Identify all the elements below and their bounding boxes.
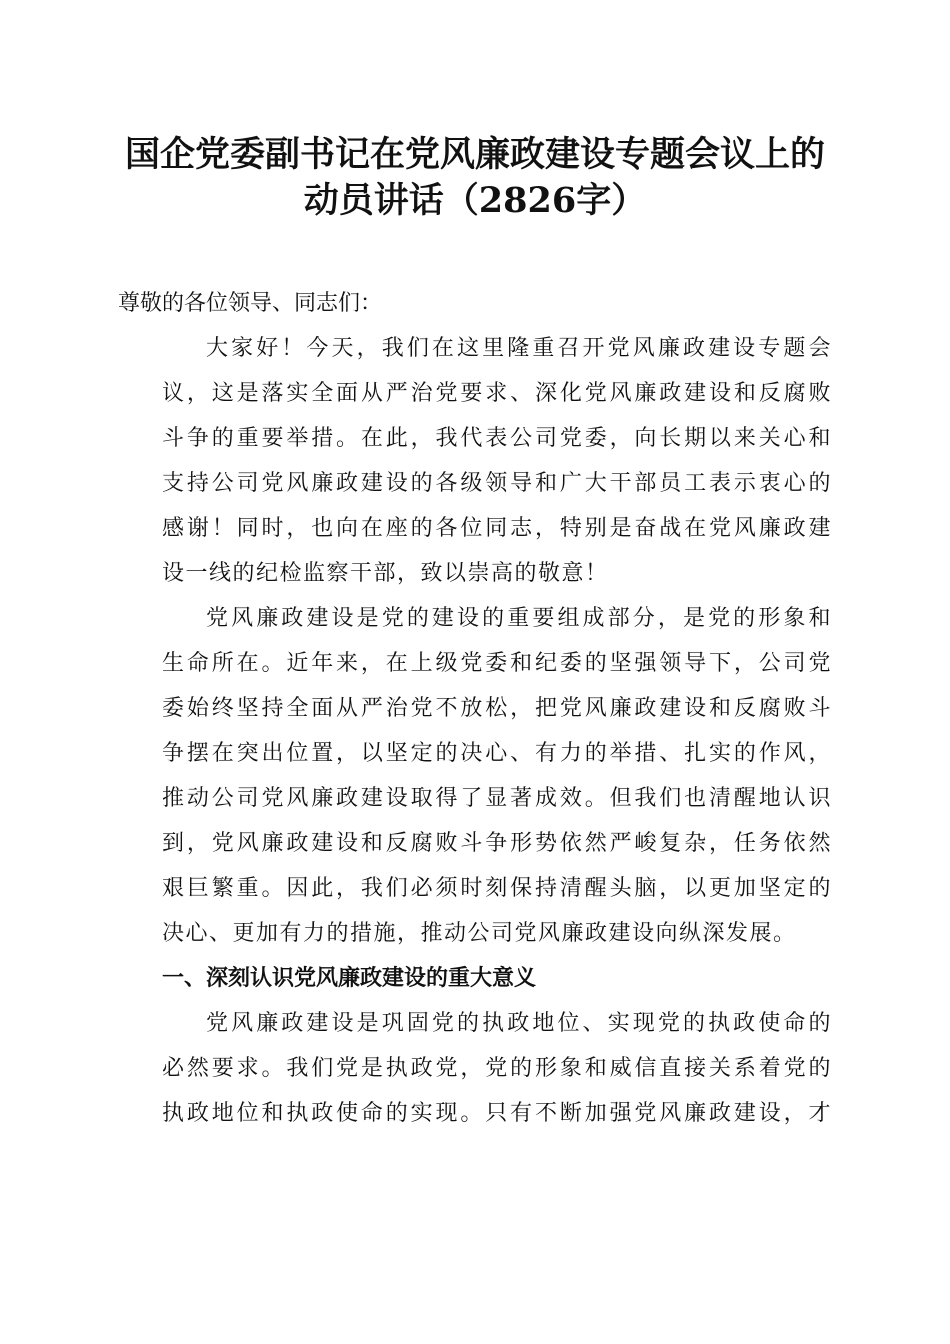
paragraph-line: 到，党风廉政建设和反腐败斗争形势依然严峻复杂，任务依然 [162,831,832,856]
paragraph-line: 艰巨繁重。因此，我们必须时刻保持清醒头脑，以更加坚定的 [162,876,832,901]
paragraph-line: 争摆在突出位置，以坚定的决心、有力的举措、扎实的作风， [162,741,832,766]
paragraph-line: 委始终坚持全面从严治党不放松，把党风廉政建设和反腐败斗 [162,696,832,721]
document-title [118,132,832,224]
paragraph-line: 党风廉政建设是党的建设的重要组成部分，是党的形象和 [206,606,832,631]
paragraph-line: 推动公司党风廉政建设取得了显著成效。但我们也清醒地认识 [162,786,832,811]
title-line-1: 国企党委副书记在党风廉政建设专题会议上的 [124,134,825,175]
paragraph-line: 生命所在。近年来，在上级党委和纪委的坚强领导下，公司党 [162,651,832,676]
paragraph-overview [118,596,832,956]
paragraph-line: 斗争的重要举措。在此，我代表公司党委，向长期以来关心和 [162,426,832,451]
paragraph-line: 支持公司党风廉政建设的各级领导和广大干部员工表示衷心的 [162,471,832,496]
paragraph-line: 大家好！今天，我们在这里隆重召开党风廉政建设专题会 [206,336,832,361]
document-page [118,132,832,1136]
paragraph-line: 党风廉政建设是巩固党的执政地位、实现党的执政使命的 [206,1011,832,1036]
paragraph-line: 设一线的纪检监察干部，致以崇高的敬意！ [162,561,609,586]
paragraph-line: 决心、更加有力的措施，推动公司党风廉政建设向纵深发展。 [162,921,797,946]
paragraph-line: 议，这是落实全面从严治党要求、深化党风廉政建设和反腐败 [162,381,832,406]
section-heading-1: 一、深刻认识党风廉政建设的重大意义 [162,966,537,991]
paragraph-greeting [118,326,832,596]
salutation: 尊敬的各位领导、同志们： [118,291,383,316]
title-line-2: 动员讲话（2826字） [303,180,647,221]
document-body [118,281,832,1136]
paragraph-section-1 [118,1001,832,1136]
paragraph-line: 必然要求。我们党是执政党，党的形象和威信直接关系着党的 [162,1056,832,1081]
paragraph-line: 执政地位和执政使命的实现。只有不断加强党风廉政建设，才 [162,1101,832,1126]
paragraph-line: 感谢！同时，也向在座的各位同志，特别是奋战在党风廉政建 [162,516,832,541]
